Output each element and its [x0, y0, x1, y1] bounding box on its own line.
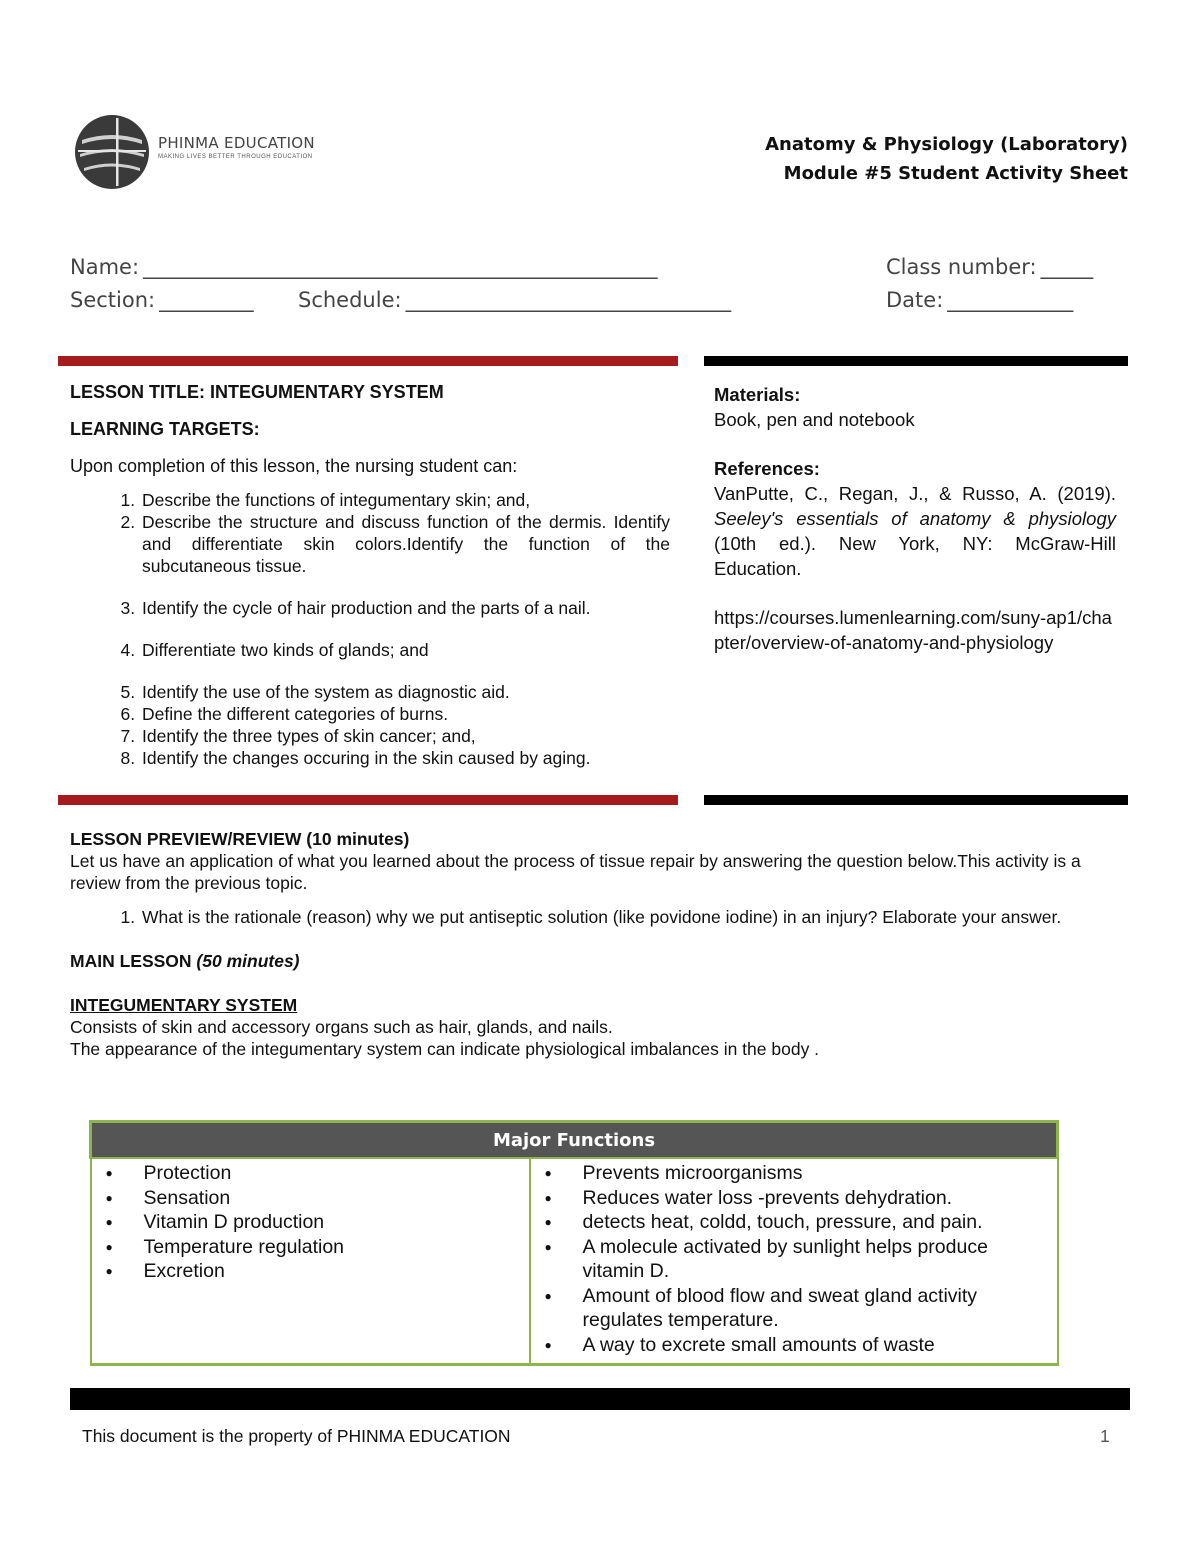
- learning-targets-panel: [70, 382, 670, 769]
- lesson-title: LESSON TITLE: INTEGUMENTARY SYSTEM: [70, 382, 444, 402]
- materials-text: Book, pen and notebook: [714, 409, 915, 430]
- name-blank[interactable]: _________________________________________________: [143, 255, 658, 279]
- main-lesson-heading-line: [70, 950, 1130, 972]
- target-item: 5. Identify the use of the system as diagnostic aid.: [140, 681, 670, 703]
- target-item: 7. Identify the three types of skin cancer; and,: [140, 725, 670, 747]
- major-functions-table: [89, 1120, 1059, 1366]
- topic-description-1: Consists of skin and accessory organs such as hair, glands, and nails.: [70, 1017, 613, 1037]
- logo-tagline: MAKING LIVES BETTER THROUGH EDUCATION: [158, 154, 313, 160]
- target-item: 8. Identify the changes occuring in the skin caused by aging.: [140, 747, 670, 769]
- name-field[interactable]: [70, 255, 658, 279]
- logo-brand-text: PHINMA EDUCATION: [158, 134, 315, 152]
- top-black-divider: [704, 356, 1128, 366]
- table-row: [91, 1158, 1058, 1365]
- document-header: [765, 130, 1128, 188]
- description-item: ● A way to excrete small amounts of waste: [537, 1333, 1051, 1358]
- targets-intro: Upon completion of this lesson, the nursing student can:: [70, 456, 518, 476]
- footer-text: This document is the property of PHINMA EDUCATION: [82, 1426, 511, 1446]
- bottom-black-divider: [704, 795, 1128, 805]
- page-number: 1: [1100, 1426, 1110, 1446]
- logo-emblem-icon: [72, 112, 152, 192]
- target-item: 2. Describe the structure and discuss function of the dermis. Identify and differentiate skin colors.Identify the function of the subcutaneous tissue.: [140, 511, 670, 577]
- sheet-title: Module #5 Student Activity Sheet: [783, 163, 1128, 184]
- phinma-logo: [72, 112, 332, 192]
- function-item: ● Sensation: [98, 1186, 523, 1211]
- description-item: ● detects heat, coldd, touch, pressure, and pain.: [537, 1210, 1051, 1235]
- schedule-blank[interactable]: _______________________________: [405, 288, 732, 312]
- main-content: [70, 828, 1130, 1060]
- reference-publisher: (10th ed.). New York, NY: McGraw-Hill Education.: [714, 533, 1116, 579]
- section-label: Section:: [70, 288, 156, 312]
- topic-heading: INTEGUMENTARY SYSTEM: [70, 995, 298, 1015]
- targets-list: [70, 489, 670, 769]
- table-header: Major Functions: [91, 1122, 1058, 1159]
- descriptions-column: [530, 1158, 1058, 1365]
- learning-targets-heading: LEARNING TARGETS:: [70, 419, 260, 439]
- function-item: ● Temperature regulation: [98, 1235, 523, 1260]
- footer-bar: [70, 1388, 1130, 1410]
- class-number-blank[interactable]: _____: [1040, 255, 1094, 279]
- date-field[interactable]: [886, 288, 1073, 312]
- functions-column: [91, 1158, 530, 1365]
- date-blank[interactable]: ____________: [947, 288, 1074, 312]
- bottom-red-divider: [58, 795, 678, 805]
- preview-question: 1. What is the rationale (reason) why we put antiseptic solution (like povidone iodine) in an injury? Elaborate your answer.: [140, 906, 1130, 928]
- reference-url-link[interactable]: https://courses.lumenlearning.com/suny-ap1/chapter/overview-of-anatomy-and-physiology: [714, 607, 1112, 653]
- section-blank[interactable]: _________: [159, 288, 254, 312]
- course-title: Anatomy & Physiology (Laboratory): [765, 134, 1128, 155]
- description-item: ● Reduces water loss -prevents dehydration.: [537, 1186, 1051, 1211]
- reference-authors: VanPutte, C., Regan, J., & Russo, A. (2019).: [714, 483, 1116, 504]
- materials-heading: Materials:: [714, 384, 801, 405]
- main-lesson-heading: MAIN LESSON: [70, 951, 192, 971]
- target-item: 4. Differentiate two kinds of glands; and: [140, 639, 670, 661]
- top-red-divider: [58, 356, 678, 366]
- description-item: ● A molecule activated by sunlight helps produce vitamin D.: [537, 1235, 1051, 1284]
- target-item: 3. Identify the cycle of hair production and the parts of a nail.: [140, 597, 670, 619]
- preview-text: Let us have an application of what you learned about the process of tissue repair by answering the question below.This activity is a review from the previous topic.: [70, 851, 1081, 893]
- class-number-field[interactable]: [886, 255, 1093, 279]
- schedule-label: Schedule:: [298, 288, 402, 312]
- topic-description-2: The appearance of the integumentary system can indicate physiological imbalances in the body .: [70, 1039, 820, 1059]
- date-label: Date:: [886, 288, 944, 312]
- references-heading: References:: [714, 458, 820, 479]
- target-item: 1. Describe the functions of integumentary skin; and,: [140, 489, 670, 511]
- description-item: ● Prevents microorganisms: [537, 1161, 1051, 1186]
- reference-book-title: Seeley's essentials of anatomy & physiology: [714, 508, 1116, 529]
- description-item: ● Amount of blood flow and sweat gland activity regulates temperature.: [537, 1284, 1051, 1333]
- name-label: Name:: [70, 255, 140, 279]
- main-lesson-duration: (50 minutes): [196, 951, 300, 971]
- target-item: 6. Define the different categories of burns.: [140, 703, 670, 725]
- reference-citation: [714, 481, 1116, 581]
- schedule-field[interactable]: [298, 288, 731, 312]
- section-field[interactable]: [70, 288, 254, 312]
- function-item: ● Protection: [98, 1161, 523, 1186]
- function-item: ● Vitamin D production: [98, 1210, 523, 1235]
- materials-references-panel: [714, 382, 1116, 655]
- class-number-label: Class number:: [886, 255, 1037, 279]
- function-item: ● Excretion: [98, 1259, 523, 1284]
- preview-question-list: [70, 906, 1130, 928]
- preview-heading: LESSON PREVIEW/REVIEW (10 minutes): [70, 829, 410, 849]
